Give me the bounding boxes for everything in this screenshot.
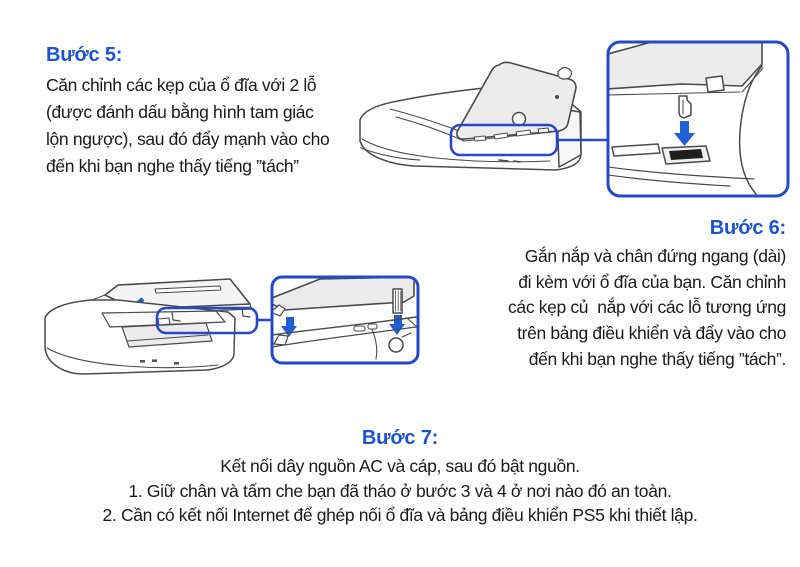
step6-body [406,244,786,373]
text-line: đến khi bạn nghe thấy tiếng ”tách”. [528,348,786,369]
step6-illustration [22,256,426,414]
drive-clip-drawing [679,96,691,118]
text-line: 1. Giữ chân và tấm che bạn đã tháo ở bước 3 và 4 ở nơi nào đó an toàn. [128,480,672,501]
text-line: Căn chỉnh các kẹp của ổ đĩa với 2 lỗ [46,75,317,95]
step6-callout-detail [271,277,417,359]
step6-heading: Bước 6: [709,217,786,239]
step5-section [46,44,380,180]
text-line: trên bảng điều khiển và đẩy vào cho [517,323,786,344]
drive-screw-hole [513,113,526,126]
text-line: Kết nối dây nguồn AC và cáp, sau đó bật nguồn. [220,456,580,476]
step6-section [406,217,786,373]
panel-hole [389,338,403,352]
step5-body [46,72,380,180]
step5-heading: Bước 5: [46,44,123,66]
step7-body [0,454,800,528]
text-line: các kẹp củ nắp với các lỗ tương ứng [508,297,786,318]
down-arrow-icon [674,121,695,146]
text-line: Gắn nắp và chân đứng ngang (dài) [524,246,786,266]
step5-callout-detail [604,37,763,194]
text-line: 2. Cần có kết nối Internet để ghép nối ổ đĩa và bảng điều khiển PS5 khi thiết lập. [102,505,698,526]
step7-section [0,427,800,528]
text-line: đến khi bạn nghe thấy tiếng ”tách” [46,156,299,176]
step5-illustration [352,8,796,208]
ps5-console-drawing [45,300,250,374]
text-line: (được đánh dấu bằng hình tam giác [46,102,314,122]
down-arrow-icon [389,315,405,335]
step7-heading: Bước 7: [361,427,439,449]
text-line: đi kèm với ổ đĩa của bạn. Căn chỉnh [518,271,786,292]
text-line: lộn ngược), sau đó đẩy mạnh vào cho [46,129,330,149]
